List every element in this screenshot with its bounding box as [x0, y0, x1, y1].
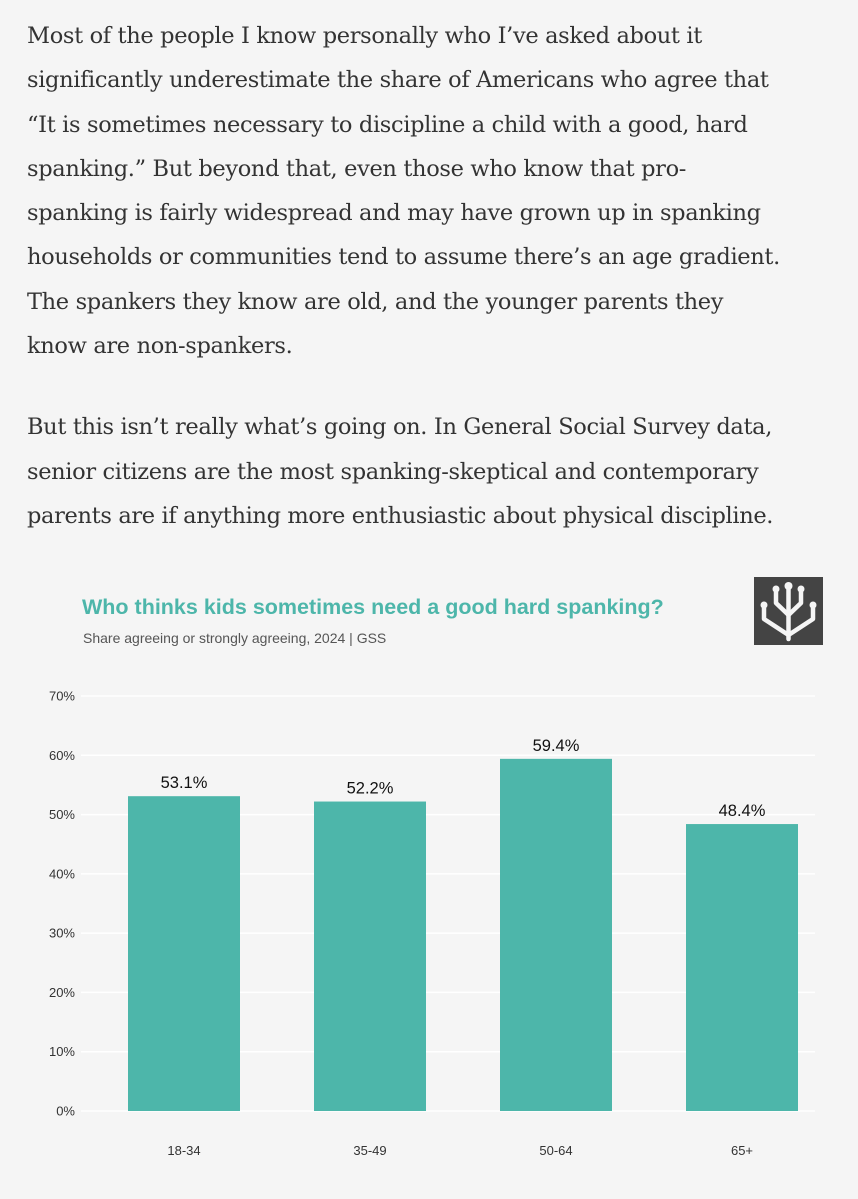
- y-tick-label: 0%: [56, 1103, 75, 1119]
- data-label: 59.4%: [532, 736, 580, 755]
- chart-title: Who thinks kids sometimes need a good hard spanking?: [82, 595, 664, 619]
- bar-chart: [27, 565, 842, 1177]
- y-tick-label: 20%: [48, 984, 75, 1000]
- y-tick-label: 70%: [48, 688, 75, 704]
- y-tick-label: 40%: [48, 866, 75, 882]
- paragraph: But this isn’t really what’s going on. In General Social Survey data, senior citizens are the most spanking-skeptical and contemporary parents are if anything more enthusiastic about physical discipline.: [27, 414, 774, 529]
- chart-subtitle: Share agreeing or strongly agreeing, 2024 | GSS: [83, 630, 387, 646]
- x-tick-label: 50-64: [539, 1143, 573, 1158]
- y-tick-label: 60%: [48, 747, 75, 763]
- y-tick-label: 50%: [48, 807, 75, 823]
- data-label: 52.2%: [346, 779, 394, 798]
- chart-figure: [27, 565, 842, 1177]
- x-tick-label: 18-34: [167, 1143, 201, 1158]
- data-label: 48.4%: [718, 802, 766, 821]
- x-tick-label: 35-49: [353, 1143, 387, 1158]
- data-label: 53.1%: [160, 774, 208, 793]
- y-tick-label: 10%: [48, 1044, 75, 1060]
- bar: [314, 802, 426, 1111]
- paragraph: Most of the people I know personally who I’ve asked about it significantly underestimate the share of Americans who agree that “It is sometimes necessary to discipline a child with a good, hard spanking.” But beyond that, even those who know that pro- spanking is fairly widespread and may have grown up in spanking households or communities tend to assume there’s an age gradient. The spankers they know are old, and the younger parents they know are non-spankers.: [27, 23, 780, 360]
- y-tick-label: 30%: [48, 925, 75, 941]
- x-tick-label: 65+: [730, 1143, 754, 1158]
- article-body: [27, 14, 842, 538]
- bar: [128, 796, 240, 1111]
- bar: [686, 824, 798, 1111]
- bar: [500, 759, 612, 1111]
